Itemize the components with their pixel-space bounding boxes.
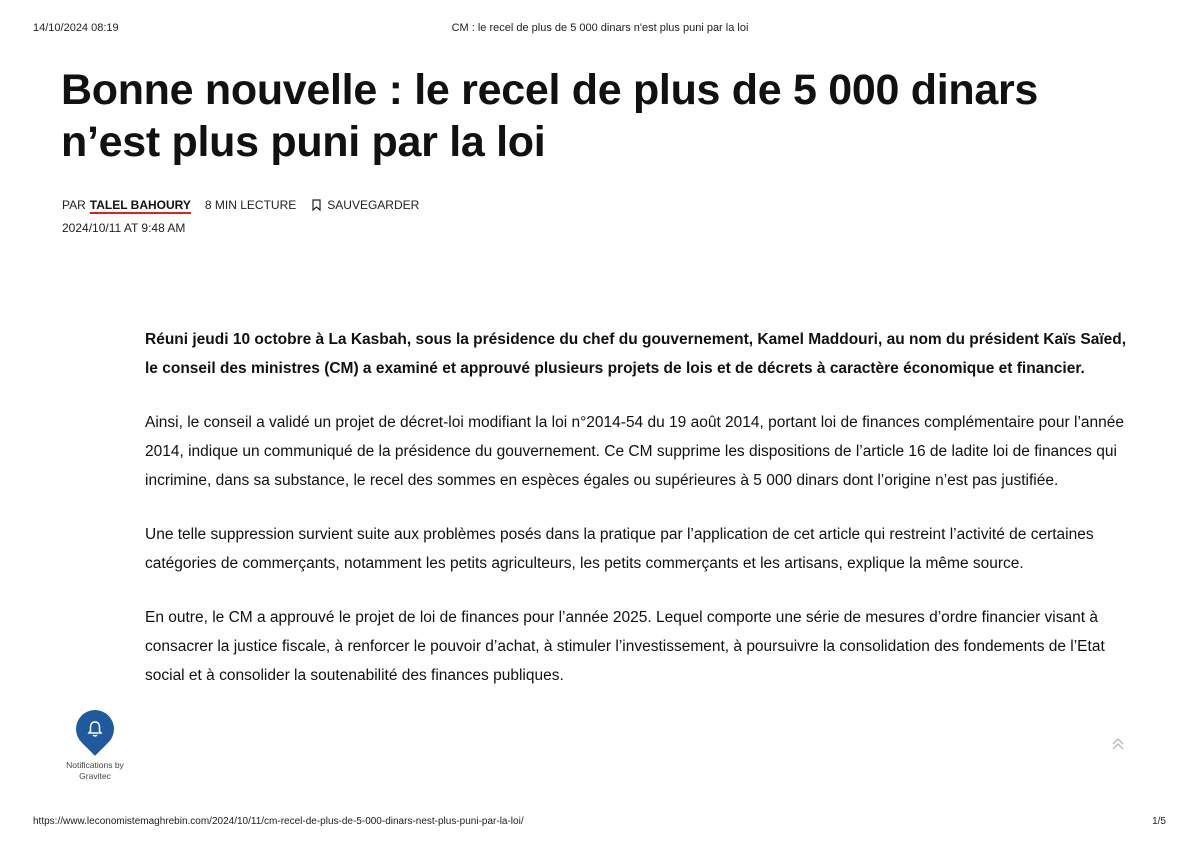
article-meta (62, 198, 419, 212)
body-paragraph: Une telle suppression survient suite aux problèmes posés dans la pratique par l’application de cet article qui restreint l’activité de certaines catégories de commerçants, notamment les petits agriculteurs, les petits commerçants et les artisans, explique la même source. (145, 526, 1094, 572)
bell-icon (85, 719, 105, 739)
notification-pin[interactable] (68, 702, 122, 756)
notification-label: Notifications by Gravitec (66, 760, 124, 781)
print-footer-page: 1/5 (1152, 816, 1166, 827)
double-chevron-up-icon[interactable] (1109, 735, 1127, 753)
print-header-title: CM : le recel de plus de 5 000 dinars n'est plus puni par la loi (451, 22, 749, 34)
publish-date: 2024/10/11 AT 9:48 AM (62, 221, 186, 235)
lead-paragraph: Réuni jeudi 10 octobre à La Kasbah, sous la présidence du chef du gouvernement, Kamel Maddouri, au nom du président Kaïs Saïed, le conseil des ministres (CM) a examiné et approuvé plusieurs projets de lois et de décrets à caractère économique et financier. (145, 331, 1127, 377)
body-paragraph: Ainsi, le conseil a validé un projet de décret-loi modifiant la loi n°2014-54 du 19 août 2014, portant loi de finances complémentaire pour l’année 2014, indique un communiqué de la présidence du gouvernement. Ce CM supprime les dispositions de l’article 16 de ladite loi de finances qui incrimine, dans sa substance, le recel des sommes en espèces égales ou supérieures à 5 000 dinars dont l’origine n’est pas justifiée. (145, 414, 1125, 489)
article-body (145, 325, 1135, 715)
body-paragraph: En outre, le CM a approuvé le projet de loi de finances pour l’année 2025. Lequel comporte une série de mesures d’ordre financier visant à consacrer la justice fiscale, à renforcer le pouvoir d’achat, à stimuler l’investissement, à poursuivre la consolidation des fondements de l’Etat social et à consolider la soutenabilité des finances publiques. (145, 609, 1105, 684)
notification-widget[interactable] (60, 710, 130, 782)
author-link[interactable]: TALEL BAHOURY (89, 198, 191, 212)
print-header-datetime: 14/10/2024 08:19 (33, 22, 119, 34)
byline-prefix: PAR (62, 198, 86, 212)
save-button[interactable] (312, 198, 419, 212)
read-time: 8 MIN LECTURE (204, 198, 297, 212)
print-footer-url: https://www.leconomistemaghrebin.com/2024/10/11/cm-recel-de-plus-de-5-000-dinars-nest-plus-puni-par-la-loi/ (33, 816, 524, 827)
article-headline: Bonne nouvelle : le recel de plus de 5 000 dinars n’est plus puni par la loi (61, 66, 1039, 166)
save-label: SAUVEGARDER (327, 198, 420, 212)
bookmark-icon (312, 199, 321, 211)
